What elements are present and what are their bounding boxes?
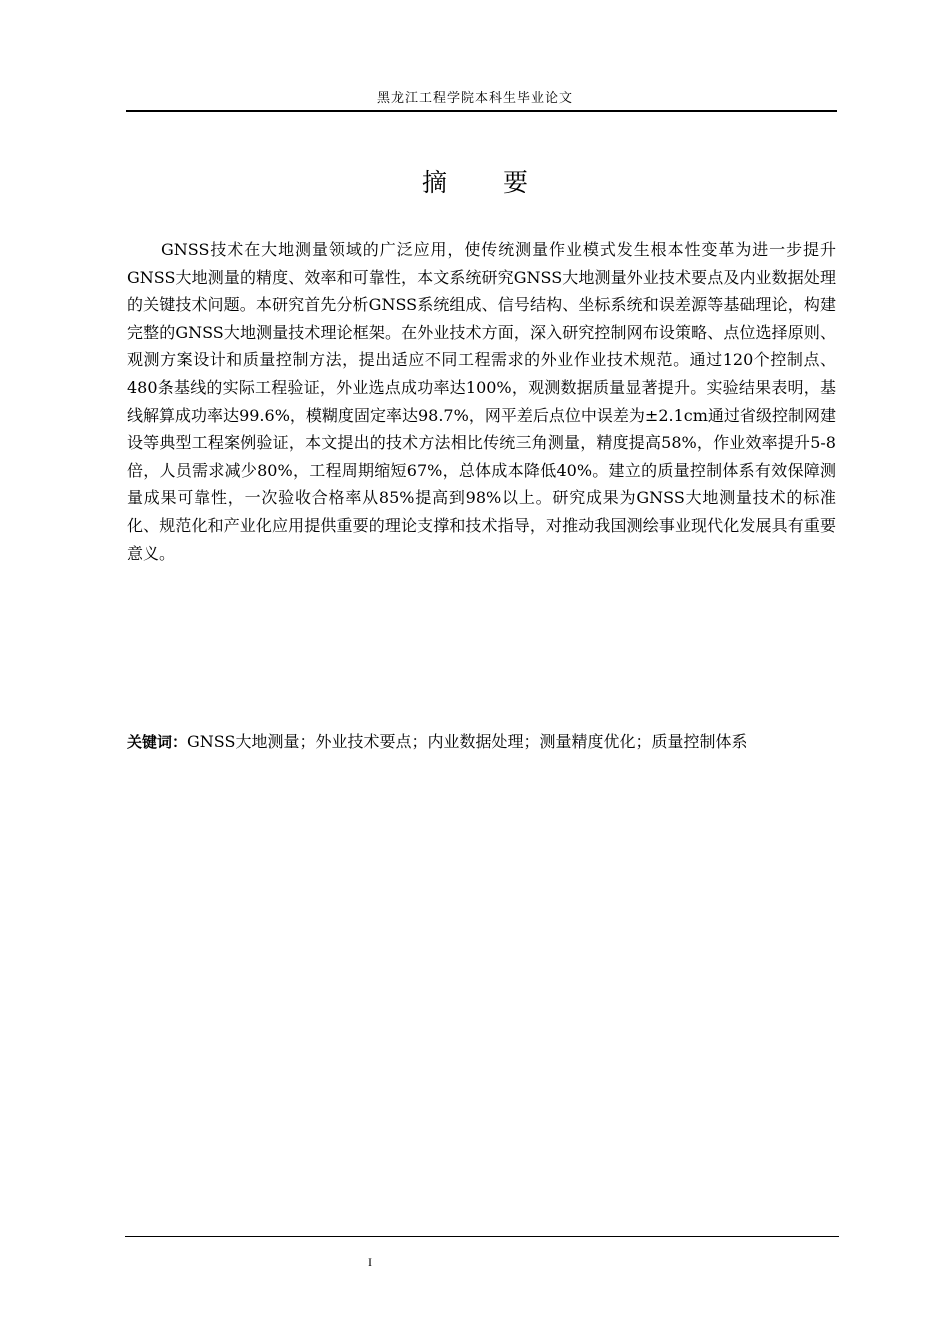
- header-rule: [126, 110, 837, 112]
- keywords-label: 关键词：: [127, 733, 188, 751]
- abstract-body: GNSS技术在大地测量领域的广泛应用，使传统测量作业模式发生根本性变革为进一步提升GNSS大地测量的精度、效率和可靠性，本文系统研究GNSS大地测量外业技术要点及内业数据处理的关键技术问题。本研究首先分析GNSS系统组成、信号结构、坐标系统和误差源等基础理论，构建完整的GNSS大地测量技术理论框架。在外业技术方面，深入研究控制网布设策略、点位选择原则、观测方案设计和质量控制方法，提出适应不同工程需求的外业作业技术规范。通过120个控制点、480条基线的实际工程验证，外业选点成功率达100%，观测数据质量显著提升。实验结果表明，基线解算成功率达99.6%，模糊度固定率达98.7%，网平差后点位中误差为±2.1cm通过省级控制网建设等典型工程案例验证，本文提出的技术方法相比传统三角测量，精度提高58%，作业效率提升5-8倍，人员需求减少80%，工程周期缩短67%，总体成本降低40%。建立的质量控制体系有效保障测量成果可靠性，一次验收合格率从85%提高到98%以上。研究成果为GNSS大地测量技术的标准化、规范化和产业化应用提供重要的理论支撑和技术指导，对推动我国测绘事业现代化发展具有重要意义。: [127, 240, 836, 563]
- keywords-text: GNSS大地测量；外业技术要点；内业数据处理；测量精度优化；质量控制体系: [187, 732, 748, 751]
- page-number: I: [368, 1255, 372, 1269]
- footer-rule: [125, 1236, 839, 1237]
- keywords-paragraph: [127, 728, 836, 756]
- running-header: 黑龙江工程学院本科生毕业论文: [376, 91, 573, 106]
- abstract-title: 摘 要: [422, 168, 552, 197]
